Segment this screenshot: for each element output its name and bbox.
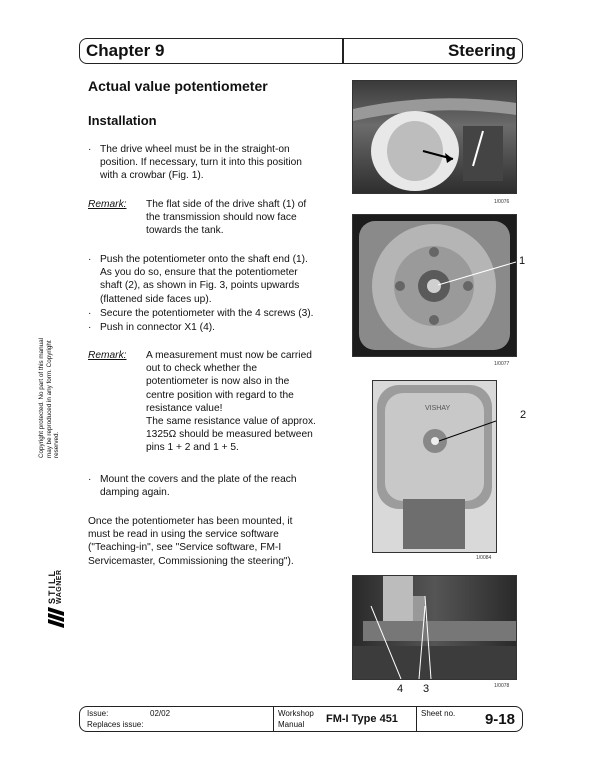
callout-4: 4: [397, 683, 404, 695]
text-line: As you do so, ensure that the potentiometer: [100, 267, 298, 279]
text-line: Secure the potentiometer with the 4 screws (3).: [100, 308, 314, 319]
remark-2-text: [146, 349, 316, 455]
logo-still: STILL: [47, 569, 57, 604]
text-line: towards the tank.: [146, 225, 224, 237]
text-line: Servicemaster, Commissioning the steering").: [88, 555, 294, 567]
text-line: Push the potentiometer onto the shaft end (1).: [100, 254, 308, 265]
text-line: damping again.: [100, 487, 170, 499]
text-line: centre position with regard to the: [146, 389, 294, 401]
chapter-title: Chapter 9: [86, 41, 165, 60]
page-subtitle: Installation: [88, 113, 157, 128]
text-line: Push in connector X1 (4).: [100, 322, 215, 333]
text-line: (flattened side faces up).: [100, 293, 212, 305]
drive-wheel-illustration: [353, 81, 516, 193]
text-line: with a crowbar (Fig. 1).: [100, 170, 204, 182]
replaces-issue: Replaces issue:: [87, 720, 144, 729]
footer-divider: [273, 707, 274, 731]
text-line: position. If necessary, turn it into this position: [100, 157, 302, 169]
header-divider: [342, 39, 344, 63]
model-type: FM-I Type 451: [326, 713, 398, 725]
chapter-header: [79, 38, 523, 64]
remark-label: Remark:: [88, 350, 127, 361]
sheet-label: Sheet no.: [421, 709, 456, 718]
workshop-label: Workshop: [278, 709, 314, 718]
bullet-dot: ·: [88, 322, 92, 333]
figure-4-photo: [352, 575, 517, 680]
callout-2: 2: [520, 409, 527, 421]
text-line: out to check whether the: [146, 363, 257, 375]
text-line: pins 1 + 2 and 1 + 5.: [146, 442, 239, 454]
figure-1-number: 1/0076: [494, 199, 510, 205]
remark-1-text: [146, 198, 306, 238]
still-wagner-logo: [48, 569, 64, 628]
closing-paragraph: [88, 515, 294, 568]
vishay-label: VISHAY: [425, 405, 451, 412]
text-line: the transmission should now face: [146, 212, 297, 224]
figure-4-number: 1/0078: [494, 683, 510, 689]
section-title: Steering: [447, 41, 516, 60]
page-footer: [79, 706, 523, 732]
issue-value: 02/02: [150, 709, 171, 718]
text-line: Copyright protected. No part of this manual: [38, 337, 45, 458]
remark-2: [88, 349, 127, 362]
callout-1: 1: [519, 255, 526, 267]
text-line: 1325Ω should be measured between: [146, 429, 313, 441]
issue-label: Issue:: [87, 709, 109, 718]
logo-stripes-icon: [48, 606, 64, 628]
bullet-dot: ·: [88, 308, 92, 319]
logo-wagner: WAGNER: [56, 569, 63, 604]
text-line: reserved.: [53, 431, 60, 458]
figure-2-number: 1/0077: [494, 361, 510, 367]
text-line: may be reproduced in any form. Copyright: [45, 340, 53, 458]
text-line: ("Teaching-in", see "Service software, FM-I: [88, 542, 282, 554]
figure-3-photo: [372, 380, 497, 553]
sheet-number: 9-18: [484, 711, 515, 728]
remark-1: [88, 198, 127, 211]
footer-divider: [416, 707, 417, 731]
callout-3: 3: [423, 683, 430, 695]
manual-label: Manual: [278, 720, 305, 729]
page-title: Actual value potentiometer: [88, 78, 268, 94]
bullet-dot: ·: [88, 144, 92, 155]
bullet-dot: ·: [88, 254, 92, 265]
bullet-dot: ·: [88, 474, 92, 485]
text-line: The drive wheel must be in the straight-on: [100, 144, 290, 155]
figure-2-photo: [352, 214, 517, 357]
text-line: The same resistance value of approx.: [146, 416, 316, 428]
connector-illustration: [353, 576, 516, 679]
figure-3-number: 1/0084: [476, 555, 492, 561]
motor-flange-illustration: [353, 215, 516, 356]
text-line: A measurement must now be carried: [146, 350, 312, 361]
text-line: The flat side of the drive shaft (1) of: [146, 199, 307, 210]
text-line: potentiometer is now also in the: [146, 376, 290, 388]
remark-label: Remark:: [88, 199, 127, 210]
copyright-notice: [38, 338, 61, 458]
text-line: must be read in using the service software: [88, 529, 279, 541]
text-line: Mount the covers and the plate of the reach: [100, 474, 297, 485]
figure-1-photo: [352, 80, 517, 194]
text-line: Once the potentiometer has been mounted, it: [88, 516, 293, 527]
text-line: resistance value!: [146, 402, 223, 414]
text-line: shaft (2), as shown in Fig. 3, points upwards: [100, 280, 300, 292]
